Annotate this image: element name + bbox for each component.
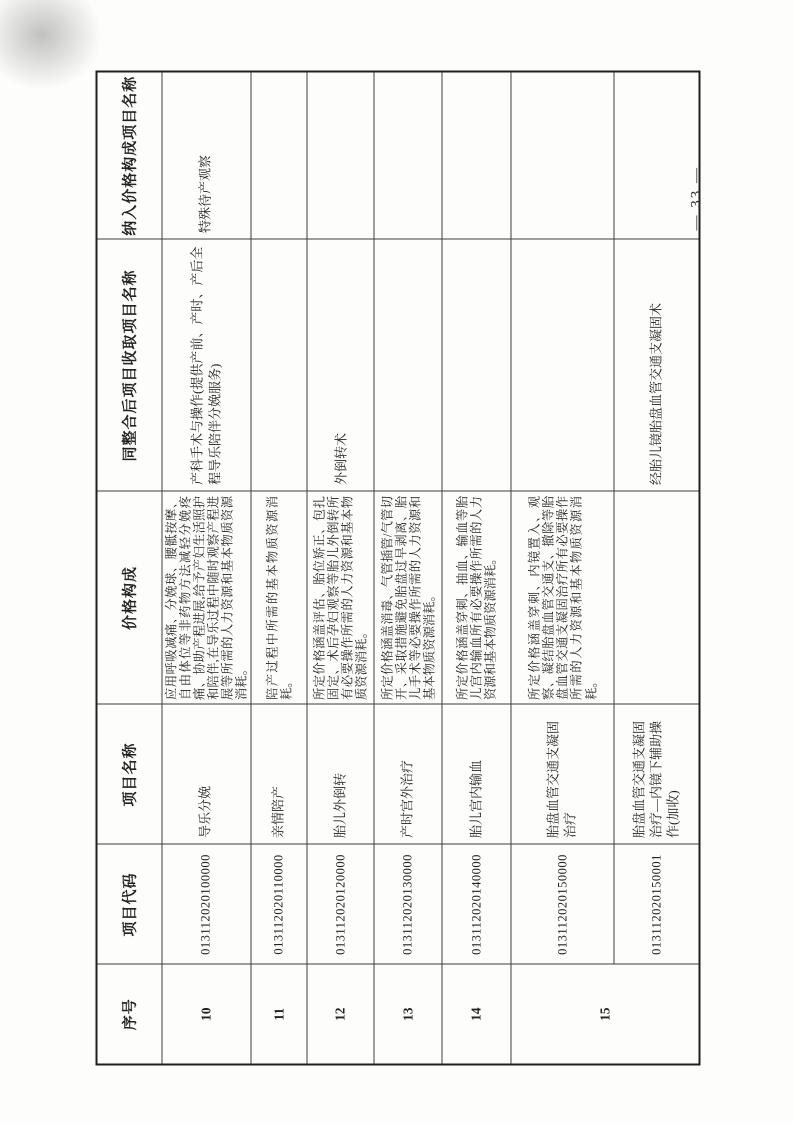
cell-code: 013112020110000 bbox=[251, 844, 307, 964]
cell-charged-with bbox=[374, 239, 442, 491]
col-header-included: 纳入价格构成项目名称 bbox=[96, 71, 161, 239]
cell-name: 产时宫外治疗 bbox=[374, 704, 442, 844]
cell-name: 导乐分娩 bbox=[161, 704, 251, 844]
cell-included bbox=[307, 71, 374, 239]
cell-included bbox=[374, 71, 442, 239]
col-header-code: 项目代码 bbox=[96, 844, 161, 964]
cell-code: 013112020150000 bbox=[511, 844, 614, 964]
table-header-row bbox=[96, 71, 161, 1064]
cell-composition: 所定价格涵盖评估、胎位矫正、包扎固定、术后孕妇观察等胎儿外倒转所有必要操作所需的人力资源和基本物质资源消耗。 bbox=[307, 491, 374, 704]
cell-charged-with: 外倒转术 bbox=[307, 239, 374, 491]
table-row bbox=[161, 71, 251, 1064]
cell-code: 013112020140000 bbox=[442, 844, 511, 964]
cell-code: 013112020100000 bbox=[161, 844, 251, 964]
cell-seq: 13 bbox=[374, 964, 442, 1064]
cell-included bbox=[511, 71, 614, 239]
cell-seq: 11 bbox=[251, 964, 307, 1064]
table-row bbox=[442, 71, 511, 1064]
col-header-name: 项目名称 bbox=[96, 704, 161, 844]
table-row bbox=[307, 71, 374, 1064]
cell-included bbox=[442, 71, 511, 239]
cell-seq: 14 bbox=[442, 964, 511, 1064]
cell-seq: 12 bbox=[307, 964, 374, 1064]
cell-seq: 15 bbox=[511, 964, 699, 1064]
col-header-composition: 价格构成 bbox=[96, 491, 161, 704]
cell-code: 013112020130000 bbox=[374, 844, 442, 964]
table-row bbox=[374, 71, 442, 1064]
cell-name: 胎盘血管交通支凝固治疗—内镜下辅助操作(加收) bbox=[614, 704, 699, 844]
table-row bbox=[511, 71, 614, 1064]
cell-composition: 所定价格涵盖穿刺、抽血、输血等胎儿宫内输血所有必要操作所需的人力资源和基本物质资源消耗。 bbox=[442, 491, 511, 704]
cell-code: 013112020150001 bbox=[614, 844, 699, 964]
cell-charged-with bbox=[511, 239, 614, 491]
page-number: — 33 — bbox=[688, 165, 704, 230]
cell-composition: 所定价格涵盖穿刺、内镜置入、观察、凝结胎盘血管交通支、撤除等胎盘血管交通支凝固治疗所有必要操作所需的人力资源和基本物质资源消耗。 bbox=[511, 491, 614, 704]
cell-charged-with: 经胎儿镜胎盘血管交通支凝固术 bbox=[614, 239, 699, 491]
cell-included: 特殊待产观察 bbox=[161, 71, 251, 239]
col-header-seq: 序号 bbox=[96, 964, 161, 1064]
cell-composition bbox=[614, 491, 699, 704]
table-row bbox=[614, 71, 699, 1064]
cell-composition: 应用呼吸减痛、分娩球、腰骶按摩、自由体位等非药物方法减轻分娩疼痛、协助产程进展,给予产妇生活照护和陪伴,在导乐过程中随时观察产程进展等所需的人力资源和基本物质资源消耗。 bbox=[161, 491, 251, 704]
cell-included bbox=[251, 71, 307, 239]
col-header-charged-with: 同整合后项目收取项目名称 bbox=[96, 239, 161, 491]
cell-name: 胎儿宫内输血 bbox=[442, 704, 511, 844]
cell-charged-with: 产科手术与操作(提供产前、产时、产后全程导乐陪伴分娩服务) bbox=[161, 239, 251, 491]
cell-name: 亲情陪产 bbox=[251, 704, 307, 844]
cell-charged-with bbox=[442, 239, 511, 491]
cell-seq: 10 bbox=[161, 964, 251, 1064]
price-item-mapping-table bbox=[95, 70, 700, 1065]
table-row bbox=[251, 71, 307, 1064]
cell-code: 013112020120000 bbox=[307, 844, 374, 964]
cell-included bbox=[614, 71, 699, 239]
cell-composition: 陪产过程中所需的基本物质资源消耗。 bbox=[251, 491, 307, 704]
cell-name: 胎儿外倒转 bbox=[307, 704, 374, 844]
cell-name: 胎盘血管交通支凝固治疗 bbox=[511, 704, 614, 844]
cell-charged-with bbox=[251, 239, 307, 491]
cell-composition: 所定价格涵盖消毒、气管插管/气管切开、采取措施避免胎盘过早剥离、胎儿手术等必要操作所需的人力资源和基本物质资源消耗。 bbox=[374, 491, 442, 704]
